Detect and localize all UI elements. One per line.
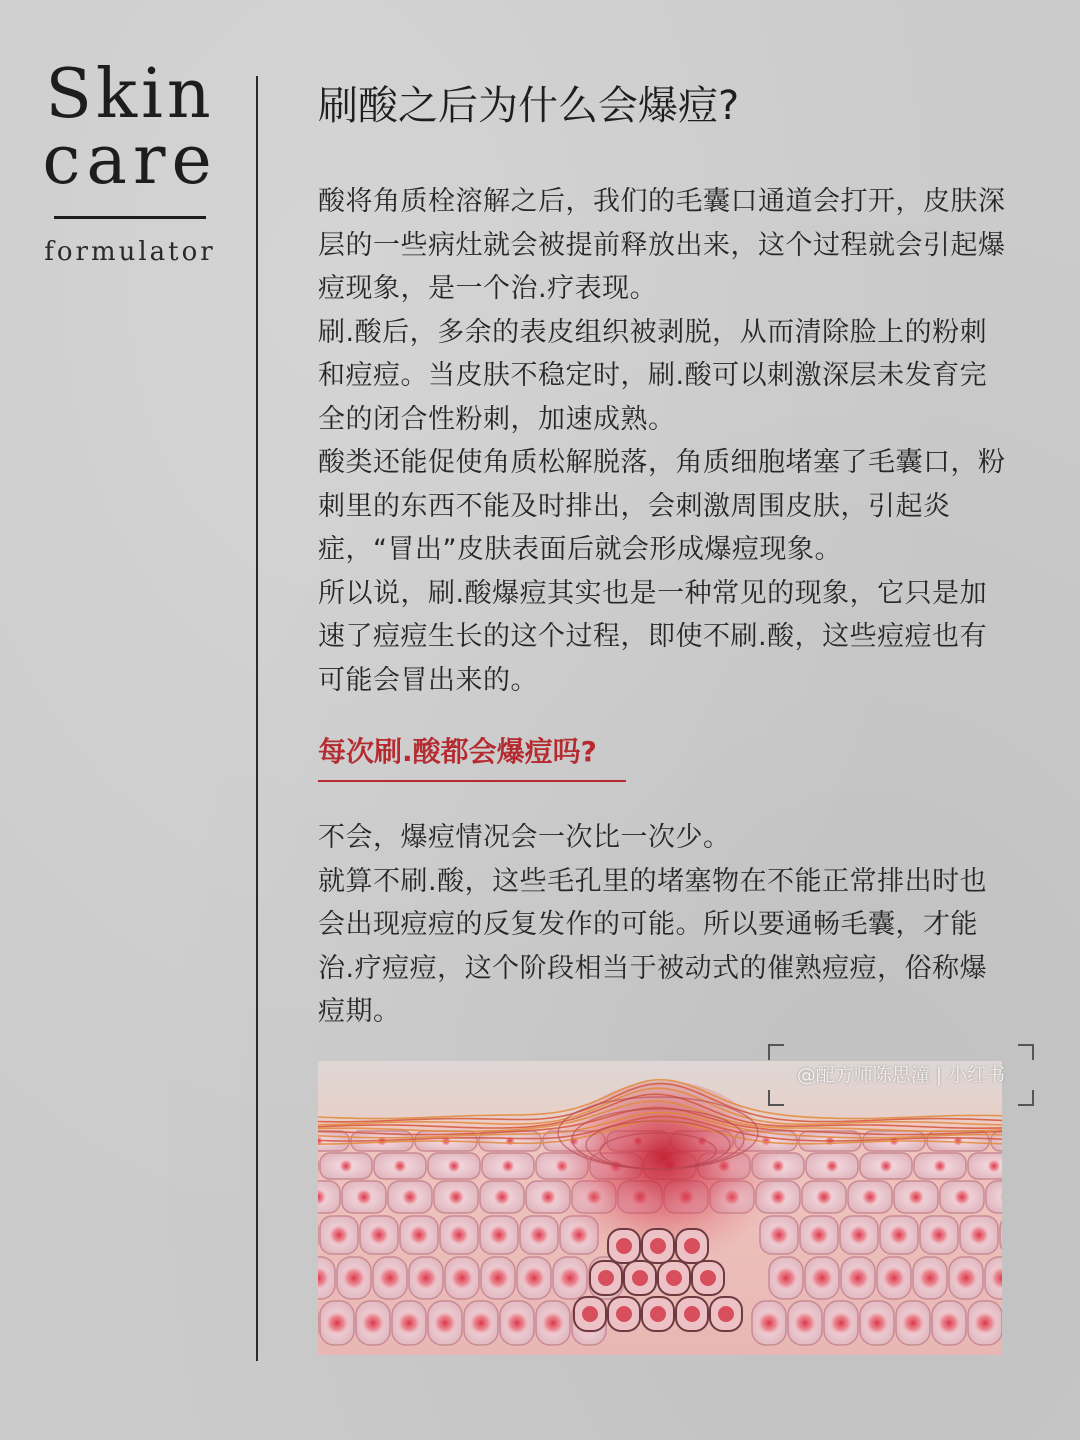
cell-nucleus	[881, 1265, 906, 1290]
brand-subtitle: formulator	[44, 237, 216, 267]
watermark-corner	[768, 1044, 784, 1060]
cell-nucleus	[339, 1159, 353, 1173]
cell-nucleus	[396, 1310, 421, 1335]
cell-nucleus	[528, 1224, 550, 1246]
cell-nucleus	[825, 1159, 839, 1173]
paragraph: 就算不刷.酸，这些毛孔里的堵塞物在不能正常排出时也会出现痘痘的反复发作的可能。所以要通畅毛囊，才能治.疗痘痘，这个阶段相当于被动式的催熟痘痘，俗称爆痘期。	[318, 865, 988, 1027]
inflamed-nucleus	[684, 1306, 700, 1322]
cell-nucleus	[488, 1224, 510, 1246]
cell-nucleus	[987, 1159, 1001, 1173]
cell-nucleus	[953, 1265, 978, 1290]
watermark-corner	[1018, 1090, 1034, 1106]
section-heading	[318, 730, 626, 782]
cell-nucleus	[485, 1265, 510, 1290]
inflamed-nucleus	[650, 1238, 666, 1254]
cell-nucleus	[501, 1159, 515, 1173]
inflamed-nucleus	[684, 1238, 700, 1254]
cell-nucleus	[408, 1224, 430, 1246]
cell-nucleus	[368, 1224, 390, 1246]
cell-nucleus	[972, 1310, 997, 1335]
cell-nucleus	[968, 1224, 990, 1246]
cell-nucleus	[447, 1159, 461, 1173]
cell-nucleus	[792, 1310, 817, 1335]
cell-nucleus	[377, 1265, 402, 1290]
cell-nucleus	[355, 1188, 373, 1206]
cell-nucleus	[864, 1310, 889, 1335]
vertical-divider	[256, 76, 258, 1361]
cell-nucleus	[928, 1224, 950, 1246]
cell-nucleus	[936, 1310, 961, 1335]
cell-nucleus	[449, 1265, 474, 1290]
cell-nucleus	[907, 1188, 925, 1206]
inflamed-nucleus	[666, 1270, 682, 1286]
cell-nucleus	[888, 1224, 910, 1246]
article-body-2	[318, 816, 1008, 1034]
paragraph: 所以说，刷.酸爆痘其实也是一种常见的现象，它只是加速了痘痘生长的这个过程，即使不刷.酸，这些痘痘也有可能会冒出来的。	[318, 577, 988, 696]
cell-nucleus	[328, 1224, 350, 1246]
cell-nucleus	[393, 1159, 407, 1173]
brand-logo	[40, 55, 220, 267]
inflamed-nucleus	[700, 1270, 716, 1286]
inflamed-nucleus	[582, 1306, 598, 1322]
brand-title-line1: Skin	[45, 55, 215, 134]
cell-nucleus	[493, 1188, 511, 1206]
brand-divider	[54, 216, 206, 219]
cell-nucleus	[756, 1310, 781, 1335]
inflamed-nucleus	[632, 1270, 648, 1286]
article-title: 刷酸之后为什么会爆痘?	[318, 83, 740, 129]
cell-nucleus	[447, 1188, 465, 1206]
paragraph: 酸类还能促使角质松解脱落，角质细胞堵塞了毛囊口，粉刺里的东西不能及时排出，会刺激周围皮肤，引起炎症，“冒出”皮肤表面后就会形成爆痘现象。	[318, 447, 1006, 565]
inflamed-nucleus	[616, 1306, 632, 1322]
cell-nucleus	[845, 1265, 870, 1290]
paragraph: 刷.酸后，多余的表皮组织被剥脱，从而清除脸上的粉刺和痘痘。当皮肤不稳定时，刷.酸可以刺激深层未发育完全的闭合性粉刺，加速成熟。	[318, 316, 988, 435]
watermark	[768, 1044, 1034, 1106]
cell-nucleus	[413, 1265, 438, 1290]
inflamed-nucleus	[718, 1306, 734, 1322]
cell-nucleus	[521, 1265, 546, 1290]
cell-nucleus	[773, 1265, 798, 1290]
watermark-corner	[1018, 1044, 1034, 1060]
section-heading-underline	[318, 780, 626, 782]
inflamed-nucleus	[650, 1306, 666, 1322]
brand-title-line2: care	[42, 121, 218, 200]
cell-nucleus	[900, 1310, 925, 1335]
cell-nucleus	[815, 1188, 833, 1206]
cell-nucleus	[341, 1265, 366, 1290]
cell-nucleus	[468, 1310, 493, 1335]
cell-nucleus	[540, 1310, 565, 1335]
inflamed-nucleus	[616, 1238, 632, 1254]
cell-nucleus	[933, 1159, 947, 1173]
cell-nucleus	[557, 1265, 582, 1290]
cell-nucleus	[828, 1310, 853, 1335]
watermark-corner	[768, 1090, 784, 1106]
cell-nucleus	[360, 1310, 385, 1335]
cell-nucleus	[504, 1310, 529, 1335]
paragraph: 不会，爆痘情况会一次比一次少。	[318, 822, 731, 853]
cell-nucleus	[953, 1188, 971, 1206]
cell-nucleus	[808, 1224, 830, 1246]
paragraph: 酸将角质栓溶解之后，我们的毛囊口通道会打开，皮肤深层的一些病灶就会被提前释放出来，这个过程就会引起爆痘现象，是一个治.疗表现。	[318, 186, 1006, 304]
cell-nucleus	[448, 1224, 470, 1246]
cell-nucleus	[917, 1265, 942, 1290]
cell-nucleus	[809, 1265, 834, 1290]
cell-nucleus	[879, 1159, 893, 1173]
watermark-text: @配方师陈思潼 | 小红书	[796, 1064, 1006, 1086]
cell-nucleus	[324, 1310, 349, 1335]
cell-nucleus	[505, 1136, 516, 1147]
cell-nucleus	[432, 1310, 457, 1335]
cell-nucleus	[861, 1188, 879, 1206]
cell-nucleus	[401, 1188, 419, 1206]
inflamed-nucleus	[598, 1270, 614, 1286]
cell-nucleus	[848, 1224, 870, 1246]
article-body	[318, 180, 1008, 702]
section-heading-text: 每次刷.酸都会爆痘吗?	[318, 735, 597, 768]
